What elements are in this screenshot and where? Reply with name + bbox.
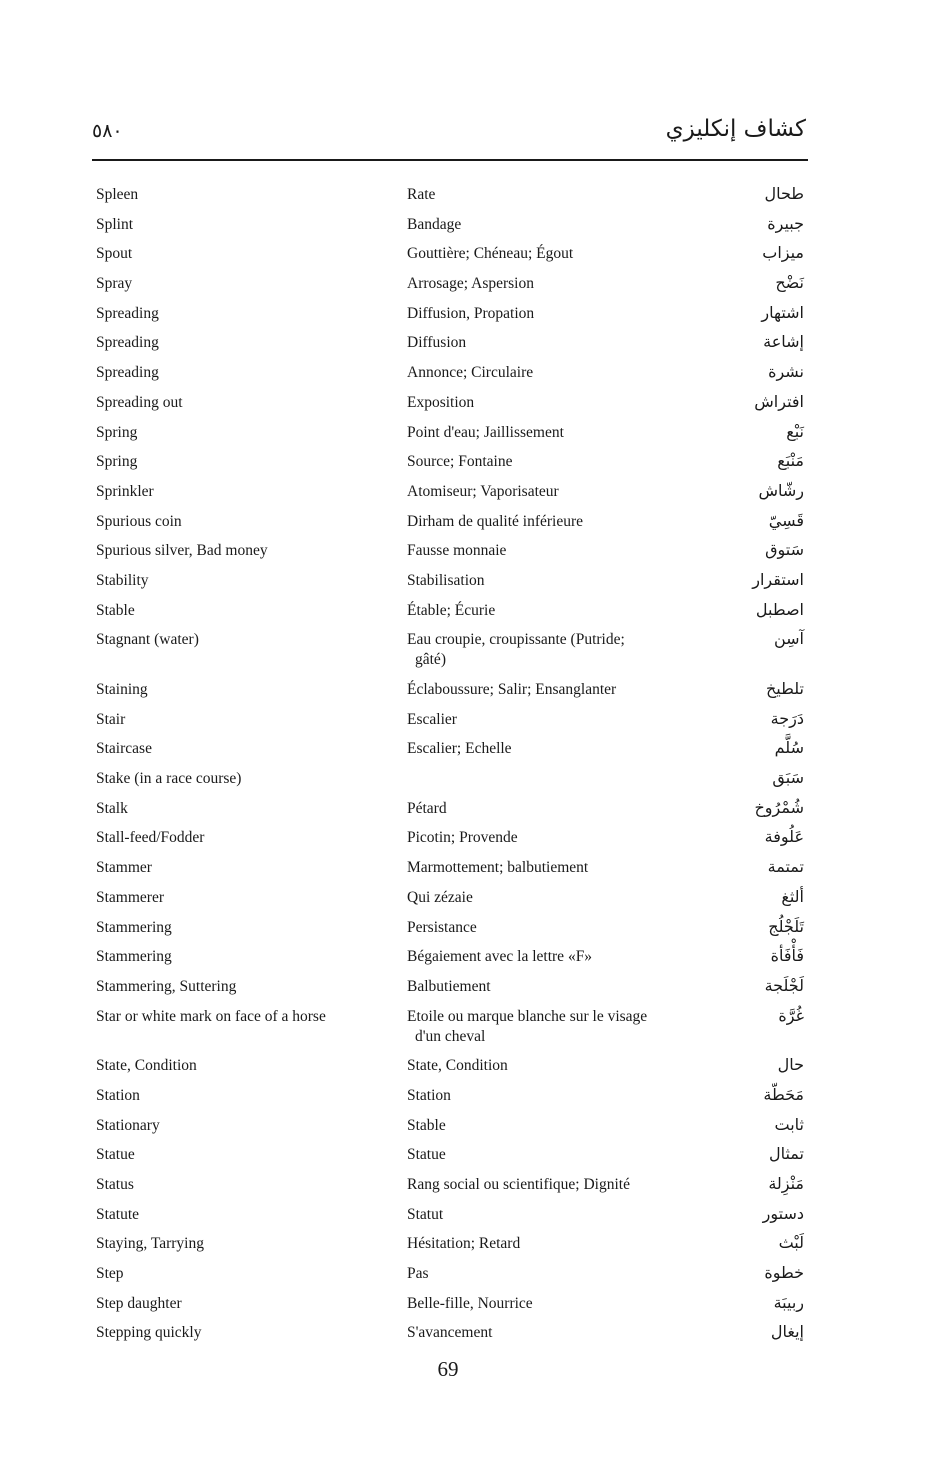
english-term: Spring: [96, 453, 138, 471]
english-term: Stammering, Suttering: [96, 977, 237, 995]
glossary-entry: [96, 914, 804, 944]
arabic-term: دَرَجة: [770, 708, 804, 728]
french-term: [407, 215, 697, 235]
english-term: Spreading: [96, 364, 159, 382]
french-term: [407, 1116, 697, 1136]
english-term: Spurious silver, Bad money: [96, 542, 268, 560]
french-term-line: Persistance: [407, 918, 477, 936]
english-term: Stability: [96, 571, 149, 589]
english-term: Stable: [96, 601, 135, 619]
english-term: Stagnant (water): [96, 631, 199, 649]
arabic-term: شُمْرُوخ: [754, 797, 804, 817]
french-term-line: Statut: [407, 1205, 444, 1223]
english-term: Splint: [96, 215, 134, 233]
glossary-entry: [96, 1082, 804, 1112]
glossary-entry: [96, 973, 804, 1003]
french-term: [407, 858, 697, 878]
arabic-term: استقرار: [752, 569, 804, 589]
arabic-term: جبيرة: [767, 213, 804, 233]
french-term: [407, 710, 697, 730]
arabic-term: لَبْث: [778, 1233, 804, 1253]
glossary-entry: [96, 1260, 804, 1290]
french-term: [407, 630, 697, 670]
french-term: [407, 1145, 697, 1165]
arabic-term: سَتوق: [765, 540, 804, 560]
english-term: Stammer: [96, 859, 152, 877]
english-term: Spreading: [96, 304, 159, 322]
glossary-entry: [96, 329, 804, 359]
french-term-line: Stable: [407, 1116, 446, 1134]
arabic-term: رشّاش: [758, 480, 804, 500]
glossary-entry: [96, 478, 804, 508]
english-term: Stalk: [96, 799, 128, 817]
glossary-entry: [96, 359, 804, 389]
french-term-line: Dirham de qualité inférieure: [407, 512, 584, 530]
french-term: [407, 512, 697, 532]
french-term: [407, 828, 697, 848]
french-term-line: Éclaboussure; Salir; Ensanglanter: [407, 681, 617, 698]
glossary-entry: [96, 240, 804, 270]
arabic-term: آسِن: [773, 629, 804, 649]
french-term-line: Marmottement; balbutiement: [407, 859, 589, 877]
french-term: [407, 1007, 697, 1047]
glossary-entry: [96, 735, 804, 765]
arabic-term: افتراش: [754, 391, 804, 411]
french-term: [407, 363, 697, 383]
french-term: [407, 541, 697, 561]
french-term-line: Source; Fontaine: [407, 453, 513, 471]
glossary-entry: [96, 300, 804, 330]
french-term-line: Balbutiement: [407, 977, 491, 995]
arabic-term: لَجْلَجة: [764, 975, 804, 995]
running-head: كشاف إنكليزي: [665, 116, 806, 142]
glossary-entry: [96, 795, 804, 825]
french-term-line: Atomiseur; Vaporisateur: [407, 482, 559, 500]
glossary-entry: [96, 1290, 804, 1320]
french-term-line: Qui zézaie: [407, 888, 473, 906]
english-term: Station: [96, 1086, 140, 1104]
french-term: [407, 333, 697, 353]
english-term: Spreading out: [96, 393, 183, 411]
english-term: Stationary: [96, 1116, 160, 1134]
arabic-term: إشاعة: [763, 332, 804, 352]
french-term-continuation: d'un cheval: [415, 1027, 486, 1045]
french-term-line: State, Condition: [407, 1057, 508, 1075]
french-term-line: Fausse monnaie: [407, 542, 507, 560]
english-term: Staying, Tarrying: [96, 1235, 204, 1253]
french-term-line: Gouttière; Chéneau; Égout: [407, 245, 574, 263]
arabic-term: ثابت: [774, 1114, 804, 1134]
arabic-term: مَحَطّة: [763, 1084, 804, 1104]
french-term-line: Picotin; Provende: [407, 829, 518, 847]
english-term: Spreading: [96, 334, 159, 352]
glossary-entry: [96, 765, 804, 795]
french-term-line: Pas: [407, 1265, 429, 1283]
arabic-term: طحال: [764, 184, 804, 203]
arabic-term: قَسِيّ: [768, 510, 804, 530]
glossary-entry: [96, 884, 804, 914]
english-term: Staircase: [96, 740, 152, 758]
french-term: [407, 1205, 697, 1225]
french-term: [407, 423, 697, 443]
page-number: 69: [437, 1357, 459, 1381]
french-term-line: Point d'eau; Jaillissement: [407, 423, 564, 441]
french-term-line: Eau croupie, croupissante (Putride;: [407, 631, 625, 649]
english-term: Stepping quickly: [96, 1324, 202, 1342]
french-term: [407, 393, 697, 413]
glossary-entry: [96, 389, 804, 419]
arabic-term: ميزاب: [762, 243, 804, 263]
arabic-term: تمتمة: [767, 857, 804, 877]
arabic-term: حال: [777, 1055, 804, 1075]
english-term: State, Condition: [96, 1057, 197, 1075]
french-term: [407, 680, 697, 700]
arabic-term: اصطبل: [755, 599, 804, 619]
french-term: [407, 739, 697, 759]
french-term-line: Rang social ou scientifique; Dignité: [407, 1176, 630, 1193]
glossary-entry: [96, 1201, 804, 1231]
arabic-term: ألثغ: [781, 886, 804, 906]
glossary-entry: [96, 676, 804, 706]
french-term: [407, 977, 697, 997]
french-term: [407, 1056, 697, 1076]
glossary-entry: [96, 706, 804, 736]
header-rule: [92, 159, 808, 161]
page-number-arabic: ٥٨٠: [92, 121, 123, 142]
english-term: Stammering: [96, 918, 172, 936]
glossary-entry: [96, 1141, 804, 1171]
glossary-entry: [96, 508, 804, 538]
french-term: [407, 244, 697, 264]
french-term-line: Stabilisation: [407, 571, 485, 589]
glossary-entry: [96, 270, 804, 300]
english-term: Spleen: [96, 186, 139, 203]
arabic-term: خطوة: [764, 1263, 804, 1283]
arabic-term: تَلَجْلُج: [768, 916, 804, 936]
french-term-continuation: gâté): [415, 651, 446, 669]
french-term: [407, 1264, 697, 1284]
french-term: [407, 918, 697, 938]
arabic-term: سُلَّم: [774, 738, 804, 758]
english-term: Step daughter: [96, 1294, 182, 1312]
glossary-entries: [96, 181, 804, 1349]
english-term: Star or white mark on face of a horse: [96, 1007, 326, 1025]
glossary-entry: [96, 1052, 804, 1082]
glossary-entry: [96, 419, 804, 449]
english-term: Stammering: [96, 948, 172, 966]
french-term: [407, 452, 697, 472]
french-term: [407, 185, 697, 205]
french-term: [407, 482, 697, 502]
glossary-entry: [96, 1112, 804, 1142]
french-term-line: Escalier: [407, 710, 457, 728]
french-term: [407, 1234, 697, 1254]
arabic-term: نشرة: [768, 362, 804, 382]
english-term: Sprinkler: [96, 482, 154, 500]
glossary-entry: [96, 1230, 804, 1260]
glossary-entry: [96, 567, 804, 597]
arabic-term: اشتهار: [761, 302, 804, 322]
english-term: Stair: [96, 710, 126, 728]
glossary-entry: [96, 824, 804, 854]
arabic-term: ربيبَة: [773, 1292, 804, 1312]
french-term: [407, 1086, 697, 1106]
arabic-term: نَضْح: [775, 273, 804, 293]
french-term: [407, 601, 697, 621]
french-term-line: Statue: [407, 1146, 446, 1164]
french-term-line: Diffusion, Propation: [407, 304, 535, 322]
arabic-term: دستور: [762, 1203, 804, 1223]
glossary-entry: [96, 211, 804, 241]
french-term-line: Arrosage; Aspersion: [407, 275, 534, 293]
arabic-term: عَلُوفة: [764, 827, 804, 847]
arabic-term: تمثال: [768, 1144, 804, 1164]
english-term: Staining: [96, 681, 148, 698]
french-term-line: Bandage: [407, 215, 462, 233]
english-term: Stake (in a race course): [96, 770, 242, 788]
arabic-term: إيغال: [770, 1322, 804, 1342]
french-term: [407, 1175, 697, 1195]
french-term-line: Exposition: [407, 393, 475, 411]
english-term: Spring: [96, 423, 138, 441]
glossary-entry: [96, 943, 804, 973]
english-term: Stall-feed/Fodder: [96, 829, 205, 847]
french-term-line: [407, 770, 411, 787]
french-term-line: S'avancement: [407, 1324, 493, 1342]
arabic-term: تلطيخ: [765, 679, 804, 698]
french-term-line: Hésitation; Retard: [407, 1235, 521, 1253]
french-term: [407, 274, 697, 294]
glossary-entry: [96, 537, 804, 567]
french-term-line: Diffusion: [407, 334, 467, 352]
arabic-term: مَنْزِلة: [768, 1174, 804, 1193]
french-term-line: Belle-fille, Nourrice: [407, 1294, 533, 1312]
arabic-term: نَبْع: [786, 421, 804, 441]
glossary-entry: [96, 181, 804, 211]
french-term-line: Etoile ou marque blanche sur le visage: [407, 1007, 648, 1025]
french-term: [407, 888, 697, 908]
glossary-entry: [96, 448, 804, 478]
french-term-line: Étable; Écurie: [407, 601, 496, 619]
english-term: Spray: [96, 275, 133, 293]
french-term: [407, 304, 697, 324]
french-term-line: Bégaiement avec la lettre «F»: [407, 948, 593, 966]
french-term: [407, 1294, 697, 1314]
glossary-entry: [96, 626, 804, 676]
english-term: Spout: [96, 245, 133, 263]
glossary-entry: [96, 854, 804, 884]
english-term: Stammerer: [96, 888, 165, 906]
french-term-line: Pétard: [407, 799, 447, 817]
english-term: Spurious coin: [96, 512, 182, 530]
glossary-entry: [96, 1171, 804, 1201]
french-term-line: Escalier; Echelle: [407, 740, 512, 758]
arabic-term: مَنْبَع: [777, 451, 804, 471]
french-term: [407, 947, 697, 967]
glossary-entry: [96, 597, 804, 627]
glossary-entry: [96, 1319, 804, 1349]
arabic-term: سَبَق: [772, 768, 804, 788]
french-term-line: Annonce; Circulaire: [407, 364, 534, 382]
english-term: Statue: [96, 1146, 135, 1164]
glossary-entry: [96, 1003, 804, 1053]
french-term: [407, 769, 697, 789]
french-term: [407, 1323, 697, 1343]
arabic-term: غُرَّة: [778, 1005, 804, 1025]
english-term: Statute: [96, 1205, 140, 1223]
english-term: Step: [96, 1265, 124, 1283]
french-term: [407, 571, 697, 591]
french-term-line: Station: [407, 1086, 451, 1104]
french-term: [407, 799, 697, 819]
arabic-term: فَأْفَأة: [770, 946, 804, 966]
french-term-line: Rate: [407, 186, 436, 203]
english-term: Status: [96, 1176, 134, 1193]
